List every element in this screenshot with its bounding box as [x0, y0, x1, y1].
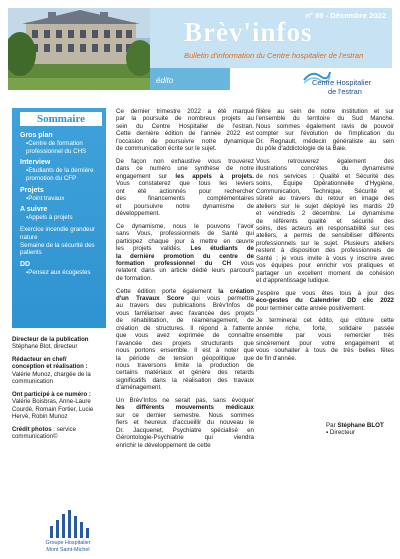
logo-line-1: Centre Hospitalier — [312, 78, 372, 87]
edito-line: Nous sommes également ravis de pouvoir — [256, 122, 394, 130]
toc-item: professionnel du CHS — [26, 147, 87, 155]
edito-line: et vendredis 2 décembre. Le dynamisme — [256, 210, 394, 218]
toc-item: ▪Etudiants de la dernière — [26, 167, 94, 175]
edito-line: ont été actionnés pour rechercher — [116, 187, 254, 195]
edito-line: de communication écrite sur le sujet. — [116, 145, 217, 153]
toc-item: Semaine de la sécurité des — [20, 241, 95, 249]
contributors-line-3: Hervé, Robin Munoz — [12, 413, 68, 421]
edito-line: Vous retrouverez également des — [256, 157, 394, 165]
signature-role: ▪ Directeur — [326, 429, 356, 437]
publication-director-name: Stéphane Blot, directeur — [12, 343, 78, 351]
editor-name-2: communication — [12, 378, 53, 386]
logo-line-2: de l'estran — [328, 87, 362, 96]
signature — [326, 422, 384, 437]
toc-item: nature — [20, 233, 38, 241]
edito-line: Santé ; je vous invite à vous y inscrire avec — [256, 254, 394, 262]
edito-line: développement. — [116, 210, 161, 218]
edito-line: vous souhaiter à tous de très belles fêtes — [256, 347, 394, 355]
photo-credit-value: : service — [51, 426, 76, 433]
toc-section-heading: Interview — [20, 159, 51, 167]
publication-director-label: Directeur de la publication — [12, 336, 89, 343]
edito-line: sur ce dernier semestre. Nous sommes — [116, 411, 254, 419]
edito-line: Ce dynamisme, nous le pouvons l'avoir — [116, 222, 254, 230]
group-name-line-2: Mont Saint-Michel — [46, 547, 90, 553]
edito-line: des financements complémentaires — [116, 195, 254, 203]
newsletter-title: Brèv'infos — [184, 17, 313, 47]
signature-author: Par Stéphane BLOT — [326, 422, 384, 429]
edito-line: année riche, forte, solidaire passée — [256, 324, 394, 332]
edito-line: l'avancée des projets structurants que — [116, 339, 254, 347]
edito-line: du pôle d'addictologie de la Baie. — [256, 145, 347, 153]
edito-line: ateliers, a permis de sensibiliser différents — [256, 232, 394, 240]
edito-line: que vous avez exprimée de connaître — [116, 332, 254, 340]
edito-line: et d'apprentissage ludique. — [256, 277, 330, 285]
edito-line: d'un Travaux Score qui vous permettra — [116, 294, 254, 302]
toc-item: promotion du CFP — [26, 175, 77, 182]
photo-credit-value-2: communication© — [12, 433, 58, 441]
toc-item: ▪Appels à projets — [26, 214, 73, 222]
photo-credit-label: Crédit photos — [12, 426, 52, 433]
edito-line: certains matériaux et génère des retards — [116, 369, 254, 377]
group-name-line-1: Groupe Hospitalier — [45, 540, 91, 546]
edito-line: les projets validés. Les étudiants de — [116, 245, 254, 253]
edito-line: soins, des acteurs en responsabilité sur ces — [256, 224, 394, 232]
toc-item: Exercice incendie grandeur — [20, 226, 95, 233]
photo-credit-line — [12, 426, 112, 433]
edito-line: la période de tension géopolitique que — [116, 354, 254, 362]
group-logo-bars-icon — [30, 510, 106, 540]
newsletter-subtitle: Bulletin d'information du Centre hospitalier de l'estran — [184, 51, 364, 60]
edito-line: fiers et heureux d'accueillir du nouveau le — [116, 419, 254, 427]
contributors-line-1: Valérie Boisbras, Anne-Laure — [12, 398, 91, 406]
edito-line: vos équipes pour enrichir vos pratiques et — [256, 262, 394, 270]
edito-line: Dr. Regnault, médecin généraliste au sein — [256, 137, 394, 145]
toc-item: ▪Point travaux — [26, 194, 65, 202]
edito-line: l'ensemble du territoire du Sud Manche. — [256, 115, 394, 123]
toc-item: ▪Pensez aux écogestes — [26, 269, 91, 276]
edito-line: soins, Équipe Opérationnelle d'Hygiène, — [256, 180, 394, 188]
edito-line: d'aménagement. — [116, 384, 162, 392]
edito-line: pour terminer cette année positivement. — [256, 304, 366, 312]
edito-line: Dr. Jacquenet, Psychiatre spécialisé en — [116, 426, 254, 434]
edito-line: de nos services : Qualité et Sécurité des — [256, 172, 394, 180]
header-band — [150, 8, 392, 68]
edito-line: l'occasion de poursuivre notre dynamique — [116, 137, 254, 145]
toc-item: patients — [20, 249, 42, 257]
edito-line: Communication, Technique, Sécurité et — [256, 187, 394, 195]
edito-line: restent à disposition des professionnels de — [256, 247, 394, 255]
toc-section-heading: DD — [20, 261, 31, 269]
edito-line: ensemble par vous remercier très — [256, 332, 394, 340]
toc-item: ▪Centre de formation — [26, 139, 83, 147]
edito-section-tab — [150, 68, 230, 90]
edito-line: de formation. — [116, 274, 153, 282]
toc-title-box — [20, 112, 102, 126]
edito-line: relatent dans un article dédié leurs parcours — [116, 267, 254, 275]
edito-line: engagement sur les appels à projets. — [116, 172, 254, 180]
edito-line: éco-gestes du Calendrier DD clic 2022 — [256, 297, 394, 305]
edito-line: Cette édition porte également la création — [116, 287, 254, 295]
edito-line: illustrations concrètes du dynamisme — [256, 165, 394, 173]
contributors-label: Ont participé à ce numéro : — [12, 391, 91, 398]
issue-number: n° 89 - Décembre 2022 — [305, 11, 386, 20]
edito-line: filière au sein de notre institution et sur — [256, 108, 394, 115]
group-logo — [30, 510, 106, 554]
contributors-line-2: Courdé, Romain Fortier, Lucie — [12, 405, 94, 413]
edito-line: et poursuivre notre dynamisme de — [116, 202, 254, 210]
hospital-building-image — [8, 8, 150, 90]
editor-name-1: Valérie Munoz, chargée de la — [12, 370, 91, 378]
edito-line: formation professionnel du CH vous — [116, 259, 254, 267]
edito-line: Cette dernière édition de l'année 2022 est — [116, 130, 254, 138]
edito-line: la dernière promotion du centre de — [116, 252, 254, 260]
toc-section-heading: A suivre — [20, 206, 48, 214]
toc-section-heading: Gros plan — [20, 132, 53, 139]
edito-line: création de structures. Il répond à l'attente — [116, 324, 254, 332]
edito-label: édito — [156, 76, 174, 85]
edito-line: de fin d'année. — [256, 354, 297, 362]
edito-line: de référents qualité et sécurité des — [256, 217, 394, 225]
edito-line: Je terminerai cet édito, qui clôture cette — [256, 317, 394, 325]
edito-line: professionnels sur le sujet. Plusieurs ateliers — [256, 239, 394, 247]
edito-line: compter sur l'évolution de l'implication du — [256, 130, 394, 138]
edito-line: sincèrement pour votre engagement et — [256, 339, 394, 347]
edito-line: nous traversons limite la production de — [116, 362, 254, 369]
edito-line: Gérontologie-Psychiatrie qui viendra — [116, 434, 254, 442]
edito-line: enrichir le développement de cette — [116, 441, 211, 449]
edito-line: J'espère que vous êtes tous à jour des — [256, 289, 394, 297]
table-of-contents — [12, 108, 106, 328]
edito-line: dans ce numéro une synthèse de notre — [116, 165, 254, 173]
edito-line: par la poursuite de nombreux projets au — [116, 115, 254, 123]
edito-line: sans Vous, professionnels de Santé qui — [116, 230, 254, 238]
edito-line: significatifs dans la réalisation des travaux — [116, 376, 254, 384]
edito-line: partager un excellent moment de cohésion — [256, 269, 394, 277]
edito-line: sein du Centre Hospitalier de l'estran. — [116, 122, 254, 130]
edito-line: sûreté au travers du retour en image des — [256, 195, 394, 203]
edito-line: De façon non exhaustive vous trouverez — [116, 157, 254, 165]
edito-line: Ce dernier trimestre 2022 a été marqué — [116, 108, 254, 115]
edito-line: Un Brèv'Infos ne serait pas, sans évoquer — [116, 397, 254, 404]
edito-line: au travers des publications Brèv'Infos de — [116, 302, 254, 310]
edito-line: Vous constaterez que tous les leviers — [116, 180, 254, 188]
edito-line: les différents mouvements médicaux — [116, 404, 254, 412]
edito-line: participez chaque jour à mettre en œuvre — [116, 237, 254, 245]
edito-line: de réhabilitation, de réaménagement, de — [116, 317, 254, 325]
toc-title: Sommaire — [36, 113, 86, 125]
editor-label-1: Rédacteur en chef/ — [12, 356, 67, 363]
edito-line: nous portons ensemble. Il est à noter que — [116, 347, 254, 355]
toc-section-heading: Projets — [20, 186, 44, 194]
edito-line: vous familiariser avec l'avancée des projets — [116, 309, 254, 317]
hospital-photo — [8, 8, 150, 90]
edito-line: ateliers sur le sujet déployé les mardis 29 — [256, 202, 394, 210]
hospital-logo — [298, 70, 394, 106]
editor-label-2: conception et réalisation : — [12, 363, 88, 371]
